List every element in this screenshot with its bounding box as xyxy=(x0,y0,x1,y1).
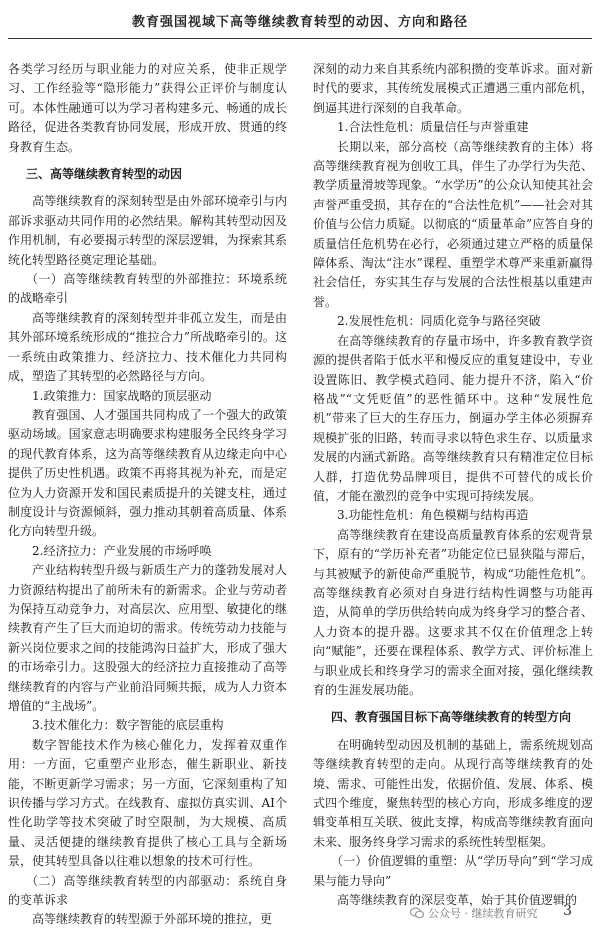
section-heading-3: 三、高等继续教育转型的动因 xyxy=(26,167,183,182)
paragraph: 在明确转型动因及机制的基础上，需系统规划高等继续教育转型的走向。从现行高等继续教育的处境、需求、可能性出发，依据价值、发展、体系、模式四个维度，聚焦转型的核心方向，形成多维度的逻辑变革相互关联、彼此支撑，构成高等继续教育面向未来、服务终身学习需求的系统性转型框架。 xyxy=(313,737,593,849)
paragraph: 数字智能技术作为核心催化力，发挥着双重作用：一方面，它重塑产业形态，催生新职业、新技能，不断更新学习需求；另一方面，它深刻重构了知识传播与学习方式。在线教育、虚拟仿真实训、AI个性化助学等技术突破了时空限制，为大规模、高质量、灵活便捷的继续教育提供了核心工具与全新场景，使其转型具备以往难以想象的技术可行性。 xyxy=(8,737,287,869)
subsubsection-heading: 1.合法性危机：质量信任与声誉重建 xyxy=(337,120,529,135)
paragraph: 深刻的动力来自其系统内部积攒的变革诉求。面对新时代的要求，其传统发展模式正遭遇三重内部危机，倒逼其进行深刻的自我革命。 xyxy=(313,62,593,115)
paragraph: 高等继续教育在建设高质量教育体系的宏观背景下，原有的“学历补充者”功能定位已显狭隘与滞后，与其被赋予的新使命严重脱节，构成“功能性危机”。高等继续教育必须对自身进行结构性调整与功能再造，从简单的学历供给转向成为终身学习的整合者、人力资本的提升器。这要求其不仅在价值理念上转向“赋能”，还要在课程体系、教学方式、评价标准上与职业成长和终身学习的需求全面对接，强化继续教育的生涯发展功能。 xyxy=(313,527,593,697)
right-column xyxy=(313,60,593,910)
subsubsection-heading: 3.技术催化力：数字智能的底层重构 xyxy=(32,718,224,733)
paragraph: 高等继续教育的深刻转型并非孤立发生，而是由其外部环境系统形成的“推拉合力”所战略牵引的。这一系统由政策推力、经济拉力、技术催化力共同构成，塑造了其转型的必然路径与方向。 xyxy=(8,310,287,384)
wechat-icon xyxy=(410,907,424,922)
paragraph: 长期以来，部分高校（高等继续教育的主体）将高等继续教育视为创收工具，伴生了办学行为失范、教学质量滑坡等现象。“水学历”的公众认知使其社会声誉严重受损，其存在的“合法性危机”——社会对其价值与公信力质疑。以彻底的“质量革命”应答自身的质量信任危机势在必行，必须通过建立严格的质量保障体系、淘汰“注水”课程、重塑学术尊严来重新赢得社会信任，夯实其生存与发展的合法性根基以重建声誉。 xyxy=(313,139,593,309)
header-divider xyxy=(8,38,592,39)
watermark-text: 公众号 · 继续教育研究 xyxy=(428,907,538,920)
subsection-heading: （一）价值逻辑的重塑：从“学历导向”到“学习成果与能力导向” xyxy=(313,854,593,888)
running-header xyxy=(0,0,600,44)
watermark xyxy=(410,905,538,922)
subsection-heading: （二）高等继续教育转型的内部驱动：系统自身的变革诉求 xyxy=(8,873,287,908)
subsubsection-heading: 3.功能性危机：角色模糊与结构再造 xyxy=(337,508,529,523)
paragraph: 产业结构转型升级与新质生产力的蓬勃发展对人力资源结构提出了前所未有的新需求。企业与劳动者为保持互动竞争力，对高层次、应用型、敏捷化的继续教育产生了巨大而迫切的需求。传统劳动力技能与新兴岗位要求之间的技能鸿沟日益扩大，形成了强大的市场牵引力。这股强大的经济拉力直接推动了高等继续教育的内容与产业前沿同频共振，成为人力资本增值的“主战场”。 xyxy=(8,563,287,713)
paragraph: 在高等继续教育的存量市场中，许多教育教学资源的提供者陷于低水平和慢反应的重复建设中，专业设置陈旧、教学模式趋同、能力提升不济，陷入“价格战”“文凭贬值”的恶性循环中。这种“发展性危机”带来了巨大的生存压力，倒逼办学主体必须摒弃规模扩张的旧路，转而寻求以特色求生存、以质量求发展的内涵式新路。高等继续教育只有精准定位目标人群，打造优势品牌项目，提供不可替代的成长价值，才能在激烈的竞争中实现可持续发展。 xyxy=(313,333,593,503)
section-heading-4: 四、教育强国目标下高等继续教育的转型方向 xyxy=(331,710,572,725)
paragraph: 高等继续教育的深刻转型是由外部环境牵引与内部诉求驱动共同作用的必然结果。解构其转型动因及作用机制，有必要揭示转型的深层逻辑，为探索其系统化转型路径奠定理论基础。 xyxy=(8,194,287,267)
paragraph: 高等继续教育的深层变革，始于其价值逻辑的 xyxy=(337,893,578,908)
paragraph: 各类学习经历与职业能力的对应关系，使非正规学习、工作经验等“隐形能力”获得公正评价与制度认可。本体性融通可以为学习者构建多元、畅通的成长路径，促进各类教育协同发展，形成开放、贯通的终身教育生态。 xyxy=(8,62,287,154)
subsection-heading: （一）高等继续教育转型的外部推拉：环境系统的战略牵引 xyxy=(8,272,287,306)
paragraph: 教育强国、人才强国共同构成了一个强大的政策驱动场域。国家意志明确要求构建服务全民终身学习的现代教育体系，这为高等继续教育从边缘走向中心提供了历史性机遇。政策不再将其视为补充，而是定位为人力资源开发和国民素质提升的关键支柱，通过制度设计与资源倾斜，强力推动其朝着高质量、体系化方向转型升级。 xyxy=(8,407,287,539)
page-number: 3 xyxy=(563,903,572,919)
left-column xyxy=(8,60,287,930)
journal-article-title: 教育强国视域下高等继续教育转型的动因、方向和路径 xyxy=(131,15,468,30)
subsubsection-heading: 1.政策推力：国家战略的顶层驱动 xyxy=(32,388,212,403)
subsubsection-heading: 2.发展性危机：同质化竞争与路径突破 xyxy=(337,314,541,329)
paragraph: 高等继续教育的转型源于外部环境的推拉，更 xyxy=(32,912,273,927)
subsubsection-heading: 2.经济拉力：产业发展的市场呼唤 xyxy=(32,543,212,558)
